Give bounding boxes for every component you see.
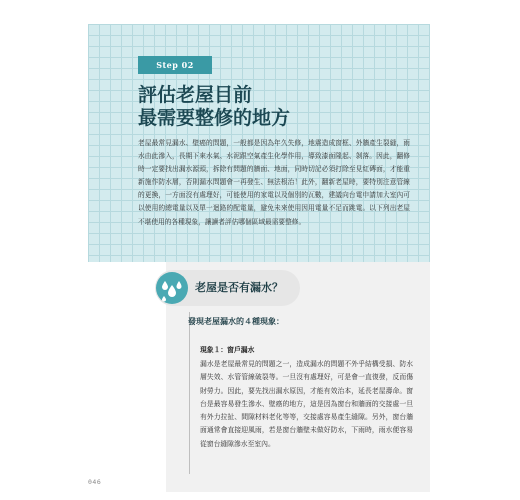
subsection-title: 發現老屋漏水的４種現象：: [188, 317, 284, 326]
item-body: 漏水是老屋最常見的問題之一，造成漏水的問題不外乎結構受損、防水層失效、水管管線破裂等。一旦沒有處理好，可是會一直復發，反而傷財勞力。因此，要先找出漏水原因，才能有效治本，延長老屋壽命。窗台是最容易發生滲水、壁癌的地方，這是因為窗台和牆面的交接處一旦有外力拉扯、間隙材料老化等等，交接處容易產生縫隙。另外，窗台牆面通常會直接迎風雨，若是窗台牆壁未做好防水，下雨時，雨水便容易從窗台縫隙滲水至室內。: [200, 360, 413, 448]
page-title-line-1: 評估老屋目前: [138, 84, 253, 106]
page-title-line-2: 最需要整修的地方: [138, 107, 291, 129]
section-heading: [155, 270, 300, 306]
divider-line: [189, 312, 190, 474]
page-number: 046: [88, 478, 102, 486]
intro-paragraph: 老屋最常見漏水、壁癌的問題，一般都是因為年久失修，地震造成窗框、外牆產生裂縫，雨水由此滲入，長期下來水氣、水泥跟空氣產生化學作用，導致漆面隆起、剝落。因此，翻修時一定要找出漏水源頭，拆除有問題的牆面、地面，同時切記必須打除至見紅磚面，才能重新施作防水層，否則漏水問題會一再發生、無法根治！此外，翻新老屋時，要特別注意管線的更換，一方面沒有處理好，可能使用的家電以及個別的瓦數，建議向台電申請加大室內可以使用的總電量以及單一迴路的配電量，避免未來使用因用電量不足而跳電。以下列出老屋不堪使用的各種現象，讓讀者評估哪個區域最需要整修。: [138, 139, 410, 226]
page-title: [138, 84, 408, 130]
water-drops-icon: [156, 272, 188, 304]
section-title: 老屋是否有漏水？: [195, 281, 283, 294]
step-label: Step 02: [138, 56, 212, 74]
item-title: 現象１：窗戶漏水: [200, 346, 255, 354]
